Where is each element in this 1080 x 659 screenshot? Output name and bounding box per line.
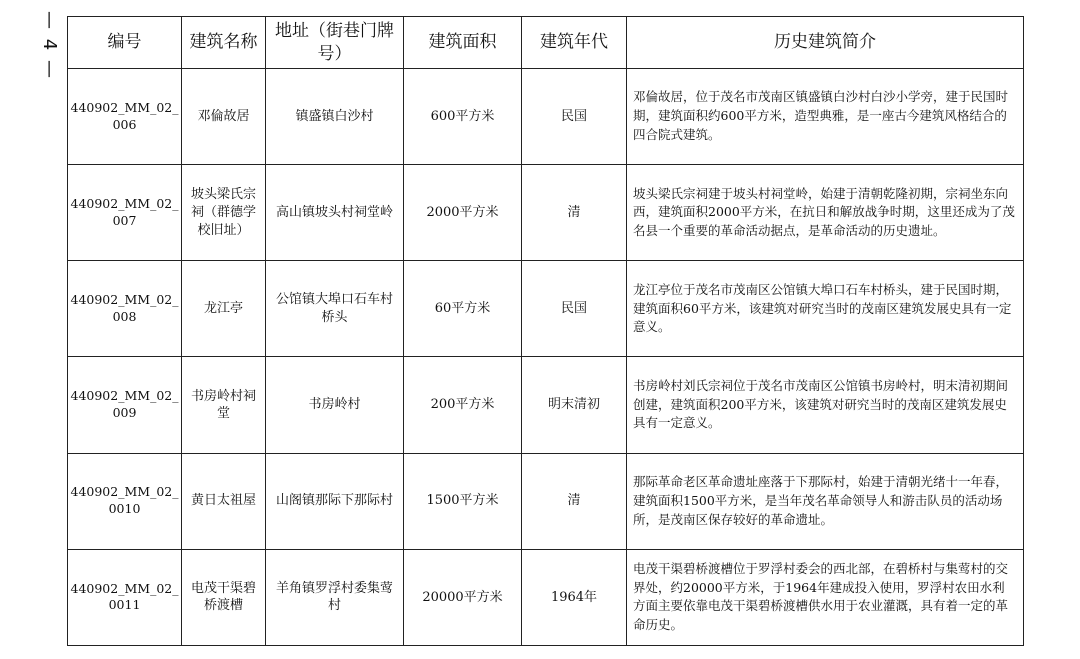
cell-name: 龙江亭 — [182, 261, 266, 357]
cell-address: 书房岭村 — [266, 357, 404, 453]
header-description: 历史建筑简介 — [627, 17, 1024, 69]
table-row — [68, 165, 1024, 261]
cell-area: 60平方米 — [404, 261, 522, 357]
cell-address: 羊角镇罗浮村委集莺村 — [266, 549, 404, 645]
table-row — [68, 357, 1024, 453]
cell-area: 20000平方米 — [404, 549, 522, 645]
cell-description: 龙江亭位于茂名市茂南区公馆镇大埠口石车村桥头，建于民国时期，建筑面积60平方米，该建筑对研究当时的茂南区建筑发展史具有一定意义。 — [627, 261, 1024, 357]
cell-code: 440902_MM_02_008 — [68, 261, 182, 357]
header-address: 地址（街巷门牌号） — [266, 17, 404, 69]
cell-code: 440902_MM_02_006 — [68, 69, 182, 165]
cell-era: 清 — [522, 453, 627, 549]
cell-name: 坡头梁氏宗祠（群德学校旧址） — [182, 165, 266, 261]
cell-area: 600平方米 — [404, 69, 522, 165]
cell-description: 那际革命老区革命遗址座落于下那际村，始建于清朝光绪十一年春，建筑面积1500平方米，是当年茂名革命领导人和游击队员的活动场所，是茂南区保存较好的革命遗址。 — [627, 453, 1024, 549]
table-row — [68, 69, 1024, 165]
table-header-row — [68, 17, 1024, 69]
cell-address: 山阁镇那际下那际村 — [266, 453, 404, 549]
cell-area: 2000平方米 — [404, 165, 522, 261]
cell-name: 电茂干渠碧桥渡槽 — [182, 549, 266, 645]
cell-description: 坡头梁氏宗祠建于坡头村祠堂岭，始建于清朝乾隆初期，宗祠坐东向西，建筑面积2000平方米，在抗日和解放战争时期，这里还成为了茂名县一个重要的革命活动据点，是革命活动的历史遗址。 — [627, 165, 1024, 261]
historic-buildings-sheet — [67, 16, 1023, 646]
cell-code: 440902_MM_02_0010 — [68, 453, 182, 549]
page-number-text: — 4 — — [38, 10, 60, 80]
cell-era: 民国 — [522, 69, 627, 165]
cell-era: 民国 — [522, 261, 627, 357]
cell-address: 高山镇坡头村祠堂岭 — [266, 165, 404, 261]
cell-address: 镇盛镇白沙村 — [266, 69, 404, 165]
cell-description: 电茂干渠碧桥渡槽位于罗浮村委会的西北部，在碧桥村与集莺村的交界处，约20000平方米，于1964年建成投入使用，罗浮村农田水利方面主要依靠电茂干渠碧桥渡槽供水用于农业灌溉，具有着一定的革命历史。 — [627, 549, 1024, 645]
header-area: 建筑面积 — [404, 17, 522, 69]
cell-name: 邓倫故居 — [182, 69, 266, 165]
cell-area: 1500平方米 — [404, 453, 522, 549]
table-row — [68, 549, 1024, 645]
historic-buildings-table — [67, 16, 1024, 646]
cell-code: 440902_MM_02_0011 — [68, 549, 182, 645]
cell-code: 440902_MM_02_007 — [68, 165, 182, 261]
cell-description: 邓倫故居，位于茂名市茂南区镇盛镇白沙村白沙小学旁，建于民国时期，建筑面积约600平方米，造型典雅，是一座古今建筑风格结合的四合院式建筑。 — [627, 69, 1024, 165]
cell-area: 200平方米 — [404, 357, 522, 453]
cell-code: 440902_MM_02_009 — [68, 357, 182, 453]
cell-era: 清 — [522, 165, 627, 261]
cell-era: 1964年 — [522, 549, 627, 645]
cell-description: 书房岭村刘氏宗祠位于茂名市茂南区公馆镇书房岭村，明末清初期间创建，建筑面积200平方米，该建筑对研究当时的茂南区建筑发展史具有一定意义。 — [627, 357, 1024, 453]
cell-address: 公馆镇大埠口石车村桥头 — [266, 261, 404, 357]
table-row — [68, 261, 1024, 357]
page-number — [34, 10, 64, 80]
header-name: 建筑名称 — [182, 17, 266, 69]
cell-era: 明末清初 — [522, 357, 627, 453]
header-code: 编号 — [68, 17, 182, 69]
table-row — [68, 453, 1024, 549]
header-era: 建筑年代 — [522, 17, 627, 69]
cell-name: 黄日太祖屋 — [182, 453, 266, 549]
cell-name: 书房岭村祠堂 — [182, 357, 266, 453]
